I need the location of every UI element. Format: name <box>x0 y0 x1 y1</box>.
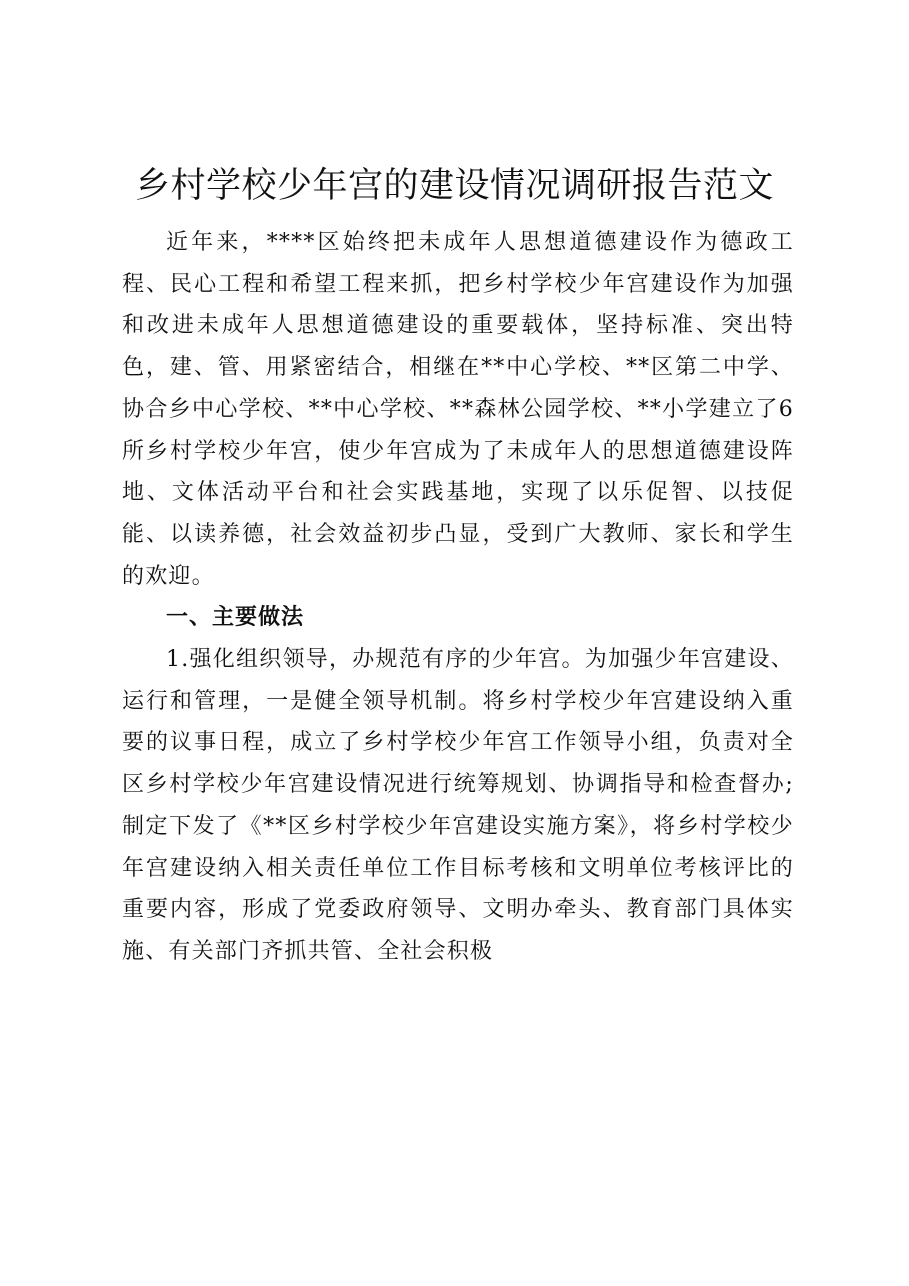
document-body <box>122 222 794 973</box>
section-paragraph: 1.强化组织领导，办规范有序的少年宫。为加强少年宫建设、运行和管理，一是健全领导机制。将乡村学校少年宫建设纳入重要的议事日程，成立了乡村学校少年宫工作领导小组，负责对全区乡村学校少年宫建设情况进行统筹规划、协调指导和检查督办;制定下发了《**区乡村学校少年宫建设实施方案》，将乡村学校少年宫建设纳入相关责任单位工作目标考核和文明单位考核评比的重要内容，形成了党委政府领导、文明办牵头、教育部门具体实施、有关部门齐抓共管、全社会积极 <box>122 647 794 964</box>
intro-paragraph: 近年来，****区始终把未成年人思想道德建设作为德政工程、民心工程和希望工程来抓，把乡村学校少年宫建设作为加强和改进未成年人思想道德建设的重要载体，坚持标准、突出特色，建、管、用紧密结合，相继在**中心学校、**区第二中学、协合乡中心学校、**中心学校、**森林公园学校、**小学建立了6所乡村学校少年宫，使少年宫成为了未成年人的思想道德建设阵地、文体活动平台和社会实践基地，实现了以乐促智、以技促能、以读养德，社会效益初步凸显，受到广大教师、家长和学生的欢迎。 <box>122 230 794 589</box>
section-heading: 一、主要做法 <box>166 605 305 631</box>
document-title: 乡村学校少年宫的建设情况调研报告范文 <box>134 166 774 206</box>
